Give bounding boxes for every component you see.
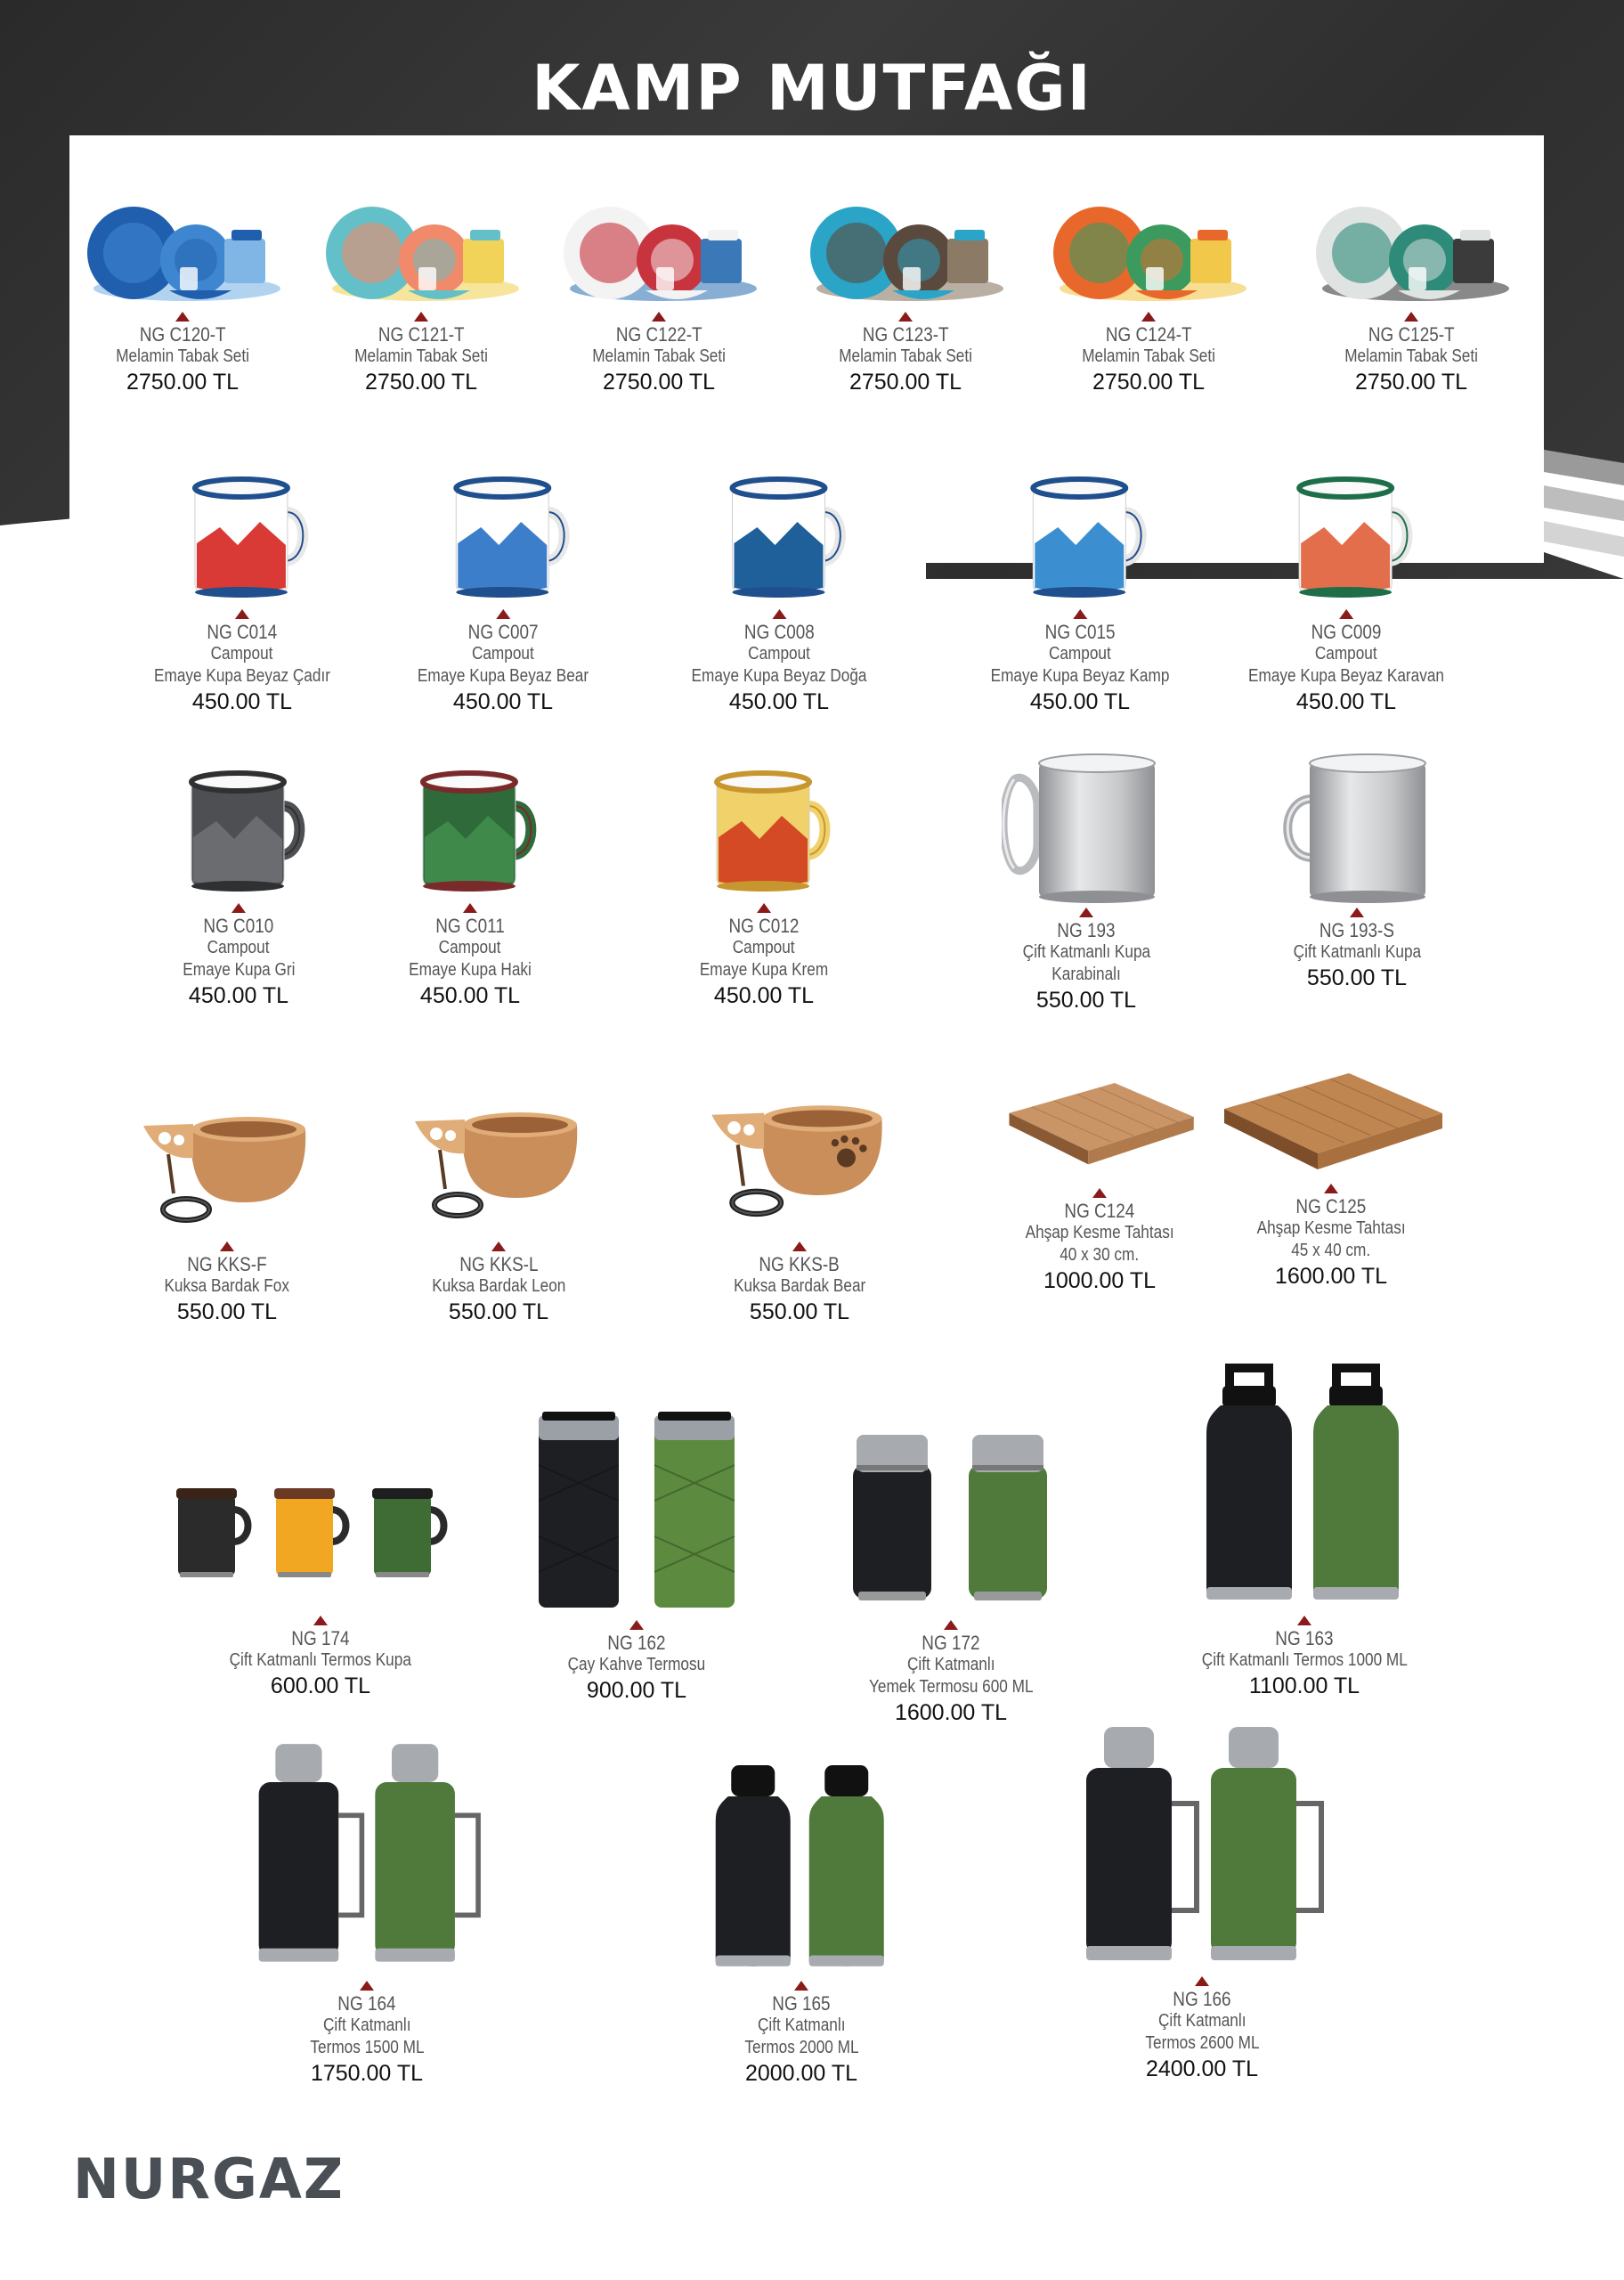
product-price: 2750.00 TL xyxy=(602,370,716,395)
product-description: Campout xyxy=(439,938,501,957)
product-code: NG C122-T xyxy=(615,323,702,346)
bear-mug-icon xyxy=(436,463,570,606)
product-description: Çift Katmanlı xyxy=(757,2015,846,2035)
product-description: Çift Katmanlı Termos 1000 ML xyxy=(1201,1650,1408,1670)
product-code: NG C124 xyxy=(1064,1200,1135,1222)
product-code: NG C012 xyxy=(728,915,800,937)
product-item xyxy=(138,1095,316,1326)
product-item xyxy=(80,203,285,396)
product-description: Termos 1500 ML xyxy=(309,2038,425,2057)
product-item xyxy=(677,463,881,716)
product-item xyxy=(172,757,305,1010)
product-info xyxy=(677,621,881,716)
product-info xyxy=(215,1627,426,1700)
product-description: Emaye Kupa Krem xyxy=(699,960,829,980)
product-item xyxy=(521,1412,752,1705)
product-info xyxy=(105,323,260,396)
brand-logo-text: NURGAZ xyxy=(73,2146,340,2209)
product-description: Emaye Kupa Beyaz Karavan xyxy=(1248,666,1444,686)
khaki-mug-icon xyxy=(403,757,537,900)
product-info xyxy=(301,1992,434,2088)
marker-triangle-icon xyxy=(772,609,786,619)
turquoise-plate-set-icon xyxy=(803,203,1008,308)
product-code: NG C010 xyxy=(203,915,274,937)
marker-triangle-icon xyxy=(944,1620,958,1630)
cutting-board-large-icon xyxy=(1215,1064,1447,1180)
product-code: NG KKS-F xyxy=(187,1253,267,1275)
product-description: Campout xyxy=(1049,644,1111,664)
product-price: 450.00 TL xyxy=(1029,689,1131,714)
product-description: Campout xyxy=(207,938,270,957)
marker-triangle-icon xyxy=(1339,609,1353,619)
product-item xyxy=(1068,1723,1336,2083)
product-info xyxy=(1334,323,1489,396)
marker-triangle-icon xyxy=(1141,312,1156,322)
product-code: NG C120-T xyxy=(139,323,226,346)
product-price: 550.00 TL xyxy=(1306,965,1408,990)
floral-plate-set-icon xyxy=(319,203,524,308)
product-code: NG C125-T xyxy=(1368,323,1455,346)
camp-mug-icon xyxy=(1013,463,1147,606)
product-description: Emaye Kupa Beyaz Kamp xyxy=(990,666,1170,686)
product-price: 1100.00 TL xyxy=(1248,1673,1360,1698)
flower-plate-set-icon xyxy=(556,203,761,308)
product-item xyxy=(835,1429,1067,1727)
product-description: Campout xyxy=(733,938,795,957)
marker-triangle-icon xyxy=(463,903,477,913)
product-info xyxy=(421,1253,577,1326)
product-info xyxy=(556,1632,717,1705)
product-item xyxy=(403,463,602,716)
product-code: NG C011 xyxy=(435,915,505,937)
marker-triangle-icon xyxy=(629,1620,644,1630)
product-info xyxy=(735,1992,868,2088)
product-code: NG C009 xyxy=(1311,621,1382,643)
product-code: NG C124-T xyxy=(1105,323,1192,346)
product-code: NG C007 xyxy=(467,621,539,643)
tent-mug-icon xyxy=(175,463,309,606)
product-price: 550.00 TL xyxy=(749,1299,850,1324)
product-code: NG C123-T xyxy=(862,323,949,346)
product-code: NG 172 xyxy=(922,1632,980,1654)
product-code: NG 193 xyxy=(1057,919,1116,941)
product-info xyxy=(1245,1195,1417,1291)
product-info xyxy=(828,323,983,396)
page-title: KAMP MUTFAĞI xyxy=(532,52,1092,125)
marker-triangle-icon xyxy=(1297,1616,1311,1625)
product-price: 2750.00 TL xyxy=(849,370,962,395)
product-code: NG C125 xyxy=(1295,1195,1367,1217)
product-item xyxy=(689,757,839,1010)
product-price: 450.00 TL xyxy=(728,689,830,714)
product-item xyxy=(1309,203,1514,396)
product-description: Çift Katmanlı Kupa xyxy=(1022,942,1150,962)
product-item xyxy=(1002,744,1171,1014)
product-code: NG KKS-B xyxy=(759,1253,840,1275)
product-description: Melamin Tabak Seti xyxy=(839,346,972,366)
travel-tumblers-icon xyxy=(521,1412,752,1616)
product-description: Campout xyxy=(748,644,810,664)
bottles-2000-icon xyxy=(677,1759,926,1977)
product-item xyxy=(1232,463,1460,716)
product-description: Çift Katmanlı xyxy=(322,2015,411,2035)
product-price: 450.00 TL xyxy=(1295,689,1397,714)
product-info xyxy=(1185,1627,1425,1700)
product-code: NG 162 xyxy=(607,1632,666,1654)
product-item xyxy=(803,203,1008,396)
product-item xyxy=(242,1737,491,2088)
product-description: Çay Kahve Termosu xyxy=(567,1655,706,1674)
product-item xyxy=(1215,1064,1447,1291)
product-price: 2750.00 TL xyxy=(1354,370,1468,395)
product-price: 450.00 TL xyxy=(419,983,521,1008)
product-item xyxy=(410,1087,588,1326)
tropical-plate-set-icon xyxy=(1046,203,1251,308)
product-description: Campout xyxy=(211,644,273,664)
product-description: Melamin Tabak Seti xyxy=(354,346,488,366)
product-info xyxy=(403,621,602,716)
marker-triangle-icon xyxy=(792,1242,807,1251)
product-code: NG C121-T xyxy=(378,323,465,346)
product-info xyxy=(689,915,839,1010)
product-code: NG 164 xyxy=(337,1992,396,2015)
caravan-mug-icon xyxy=(1279,463,1413,606)
flasks-1500-icon xyxy=(242,1737,491,1977)
product-item xyxy=(319,203,524,396)
grey-wolf-mug-icon xyxy=(172,757,305,900)
product-info xyxy=(140,621,345,716)
steel-mug-icon xyxy=(1272,744,1441,904)
camper-plate-set-icon xyxy=(1309,203,1514,308)
kuksa-cup-fox-icon xyxy=(138,1095,316,1238)
product-description: Melamin Tabak Seti xyxy=(116,346,249,366)
product-description: Çift Katmanlı Termos Kupa xyxy=(229,1650,412,1670)
product-description: Emaye Kupa Haki xyxy=(409,960,532,980)
product-description: Kuksa Bardak Leon xyxy=(431,1276,566,1296)
product-description: 45 x 40 cm. xyxy=(1291,1241,1371,1260)
product-price: 2400.00 TL xyxy=(1145,2056,1259,2081)
product-code: NG 174 xyxy=(291,1627,350,1649)
product-price: 550.00 TL xyxy=(176,1299,278,1324)
product-price: 900.00 TL xyxy=(586,1678,687,1703)
product-code: NG 166 xyxy=(1173,1988,1231,2010)
product-info xyxy=(174,915,304,1010)
product-item xyxy=(706,1078,893,1326)
product-description: Kuksa Bardak Bear xyxy=(733,1276,866,1296)
product-price: 1600.00 TL xyxy=(894,1700,1008,1725)
marker-triangle-icon xyxy=(1324,1184,1338,1193)
marker-triangle-icon xyxy=(313,1616,328,1625)
product-info xyxy=(1136,1988,1269,2083)
product-info xyxy=(154,1253,299,1326)
product-item xyxy=(556,203,761,396)
product-price: 2750.00 TL xyxy=(126,370,240,395)
product-info xyxy=(723,1253,876,1326)
product-price: 600.00 TL xyxy=(270,1673,371,1698)
product-description: Çift Katmanlı Kupa xyxy=(1293,942,1421,962)
nature-mug-icon xyxy=(712,463,846,606)
product-item xyxy=(976,463,1183,716)
product-description: Çift Katmanlı xyxy=(1157,2011,1246,2031)
product-description: Çift Katmanlı xyxy=(906,1655,995,1674)
product-item xyxy=(169,1483,472,1700)
product-description: Melamin Tabak Seti xyxy=(1082,346,1215,366)
marker-triangle-icon xyxy=(1092,1188,1107,1198)
marker-triangle-icon xyxy=(1350,908,1364,917)
product-description: Karabinalı xyxy=(1052,965,1121,984)
kuksa-cup-bear-icon xyxy=(706,1078,893,1238)
product-code: NG KKS-L xyxy=(459,1253,539,1275)
product-price: 1000.00 TL xyxy=(1043,1268,1157,1293)
product-info xyxy=(1012,919,1161,1014)
marker-triangle-icon xyxy=(1404,312,1418,322)
product-description: Yemek Termosu 600 ML xyxy=(868,1677,1034,1697)
product-description: Emaye Kupa Beyaz Bear xyxy=(417,666,589,686)
marker-triangle-icon xyxy=(496,609,510,619)
product-item xyxy=(140,463,345,716)
product-item xyxy=(1272,744,1441,992)
marker-triangle-icon xyxy=(414,312,428,322)
marker-triangle-icon xyxy=(360,1981,374,1991)
marker-triangle-icon xyxy=(231,903,246,913)
product-code: NG 165 xyxy=(772,1992,831,2015)
product-info xyxy=(1283,919,1432,992)
marker-triangle-icon xyxy=(491,1242,506,1251)
marker-triangle-icon xyxy=(794,1981,808,1991)
product-info xyxy=(581,323,736,396)
product-description: Emaye Kupa Beyaz Çadır xyxy=(154,666,330,686)
product-info xyxy=(1071,323,1226,396)
cream-mug-icon xyxy=(697,757,831,900)
marker-triangle-icon xyxy=(175,312,190,322)
product-item xyxy=(1180,1363,1429,1700)
product-price: 450.00 TL xyxy=(191,689,293,714)
flasks-2600-icon xyxy=(1068,1723,1336,1973)
marker-triangle-icon xyxy=(220,1242,234,1251)
product-description: Ahşap Kesme Tahtası xyxy=(1256,1218,1406,1238)
product-code: NG 163 xyxy=(1275,1627,1334,1649)
product-info xyxy=(1013,1200,1186,1295)
product-price: 550.00 TL xyxy=(1035,988,1137,1013)
product-code: NG C015 xyxy=(1044,621,1116,643)
marker-triangle-icon xyxy=(757,903,771,913)
marker-triangle-icon xyxy=(1073,609,1087,619)
product-price: 2750.00 TL xyxy=(364,370,478,395)
product-description: Campout xyxy=(472,644,534,664)
product-description: Melamin Tabak Seti xyxy=(1344,346,1478,366)
product-price: 1750.00 TL xyxy=(310,2061,424,2086)
product-description: Campout xyxy=(1315,644,1377,664)
product-item xyxy=(399,757,541,1010)
food-jars-icon xyxy=(835,1429,1067,1616)
product-description: Emaye Kupa Gri xyxy=(182,960,296,980)
steel-mug-carabiner-icon xyxy=(1002,744,1171,904)
product-code: NG 193-S xyxy=(1319,919,1395,941)
brand-logo xyxy=(73,2146,340,2213)
marker-triangle-icon xyxy=(898,312,913,322)
marker-triangle-icon xyxy=(652,312,666,322)
product-info xyxy=(399,915,541,1010)
blue-plate-set-icon xyxy=(80,203,285,308)
thermo-mug-set-icon xyxy=(169,1483,472,1612)
product-item xyxy=(1046,203,1251,396)
product-description: 40 x 30 cm. xyxy=(1060,1245,1140,1265)
marker-triangle-icon xyxy=(1195,1976,1209,1986)
product-info xyxy=(1232,621,1460,716)
product-price: 2750.00 TL xyxy=(1092,370,1206,395)
product-description: Ahşap Kesme Tahtası xyxy=(1025,1223,1174,1242)
product-price: 450.00 TL xyxy=(452,689,554,714)
product-price: 450.00 TL xyxy=(188,983,289,1008)
product-description: Termos 2600 ML xyxy=(1144,2033,1260,2053)
product-price: 2000.00 TL xyxy=(744,2061,858,2086)
product-description: Melamin Tabak Seti xyxy=(592,346,726,366)
bottles-1000-icon xyxy=(1180,1363,1429,1612)
cutting-board-small-icon xyxy=(1002,1064,1198,1185)
product-info xyxy=(976,621,1183,716)
product-item xyxy=(1002,1064,1198,1295)
marker-triangle-icon xyxy=(235,609,249,619)
product-info xyxy=(344,323,499,396)
product-description: Termos 2000 ML xyxy=(743,2038,859,2057)
product-price: 550.00 TL xyxy=(448,1299,549,1324)
product-code: NG C008 xyxy=(743,621,815,643)
product-price: 1600.00 TL xyxy=(1274,1264,1388,1289)
product-info xyxy=(856,1632,1047,1727)
product-price: 450.00 TL xyxy=(713,983,815,1008)
marker-triangle-icon xyxy=(1079,908,1093,917)
product-code: NG C014 xyxy=(207,621,278,643)
kuksa-cup-leon-icon xyxy=(410,1087,588,1238)
product-description: Kuksa Bardak Fox xyxy=(164,1276,290,1296)
product-item xyxy=(677,1759,926,2088)
product-description: Emaye Kupa Beyaz Doğa xyxy=(691,666,867,686)
